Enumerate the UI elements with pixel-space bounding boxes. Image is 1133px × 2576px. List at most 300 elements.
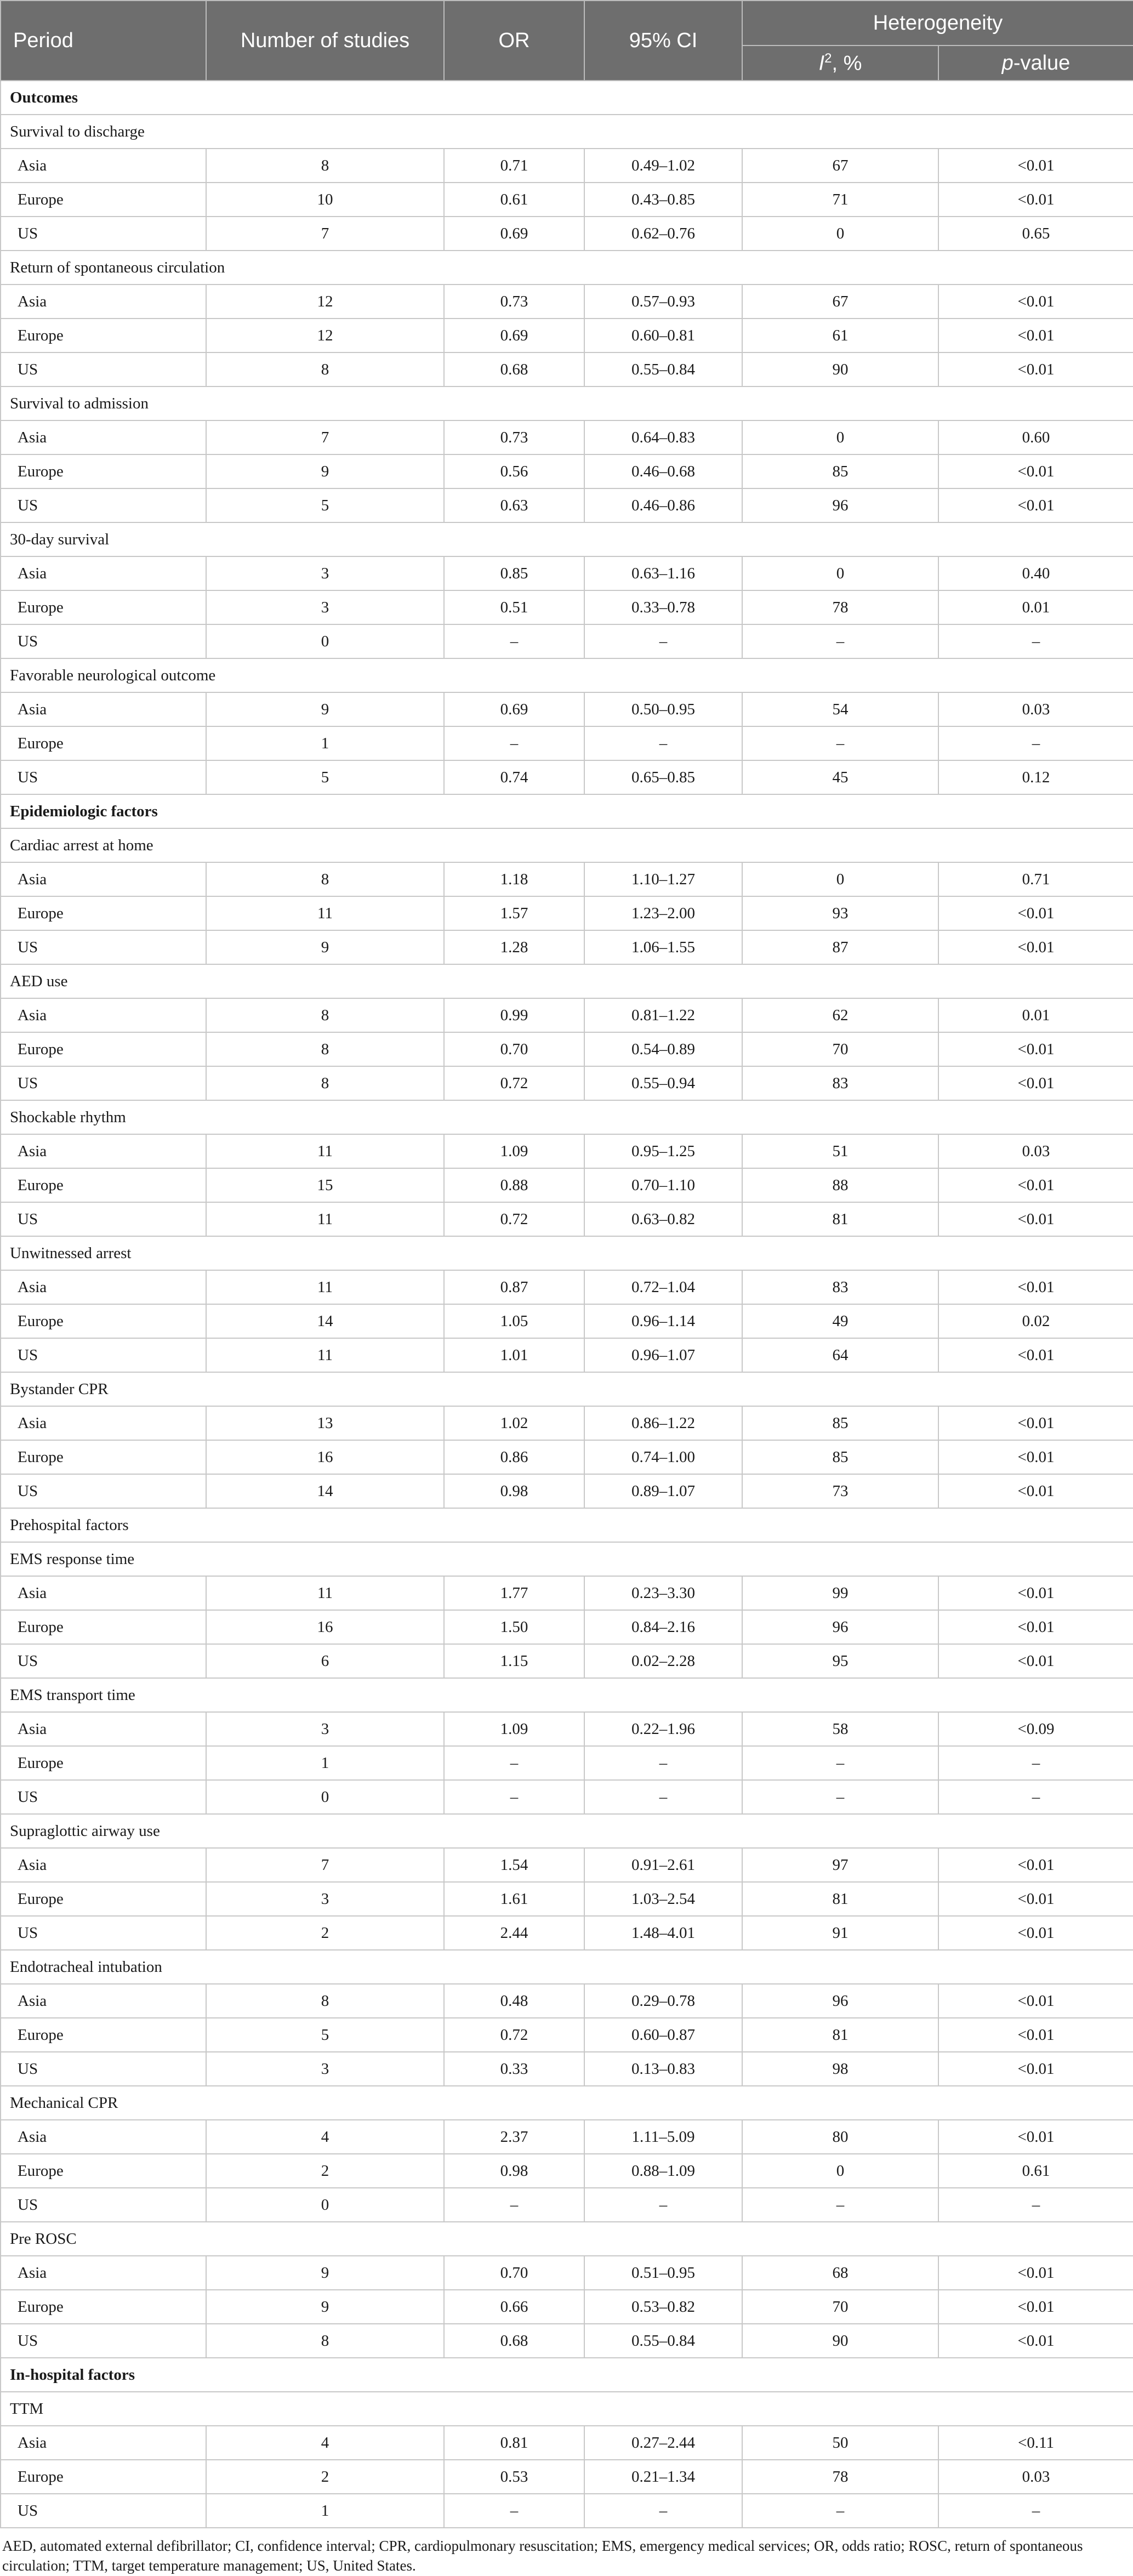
cell-ci: 0.23–3.30 (584, 1576, 742, 1610)
cell-studies: 11 (206, 1270, 444, 1304)
cell-i2: 96 (742, 488, 938, 522)
cell-i2: – (742, 2188, 938, 2222)
table-row (1, 319, 1133, 352)
cell-p-value: <0.01 (938, 1916, 1133, 1950)
cell-or: 0.86 (444, 1440, 584, 1474)
cell-or: – (444, 2188, 584, 2222)
subheading-row (1, 1814, 1133, 1848)
header-i2-sup: 2 (824, 50, 832, 66)
cell-ci: 0.60–0.87 (584, 2018, 742, 2052)
cell-studies: 9 (206, 454, 444, 488)
table-row (1, 1848, 1133, 1882)
cell-or: 1.50 (444, 1610, 584, 1644)
subheading: Mechanical CPR (1, 2086, 1133, 2120)
cell-ci: 0.96–1.07 (584, 1338, 742, 1372)
cell-i2: 73 (742, 1474, 938, 1508)
table-row (1, 2188, 1133, 2222)
cell-studies: 7 (206, 1848, 444, 1882)
cell-i2: – (742, 726, 938, 760)
cell-p-value: 0.65 (938, 217, 1133, 251)
cell-or: 1.28 (444, 930, 584, 964)
table-row (1, 217, 1133, 251)
cell-region: Europe (1, 1440, 206, 1474)
cell-region: Europe (1, 896, 206, 930)
cell-region: Asia (1, 2256, 206, 2290)
cell-region: Asia (1, 1270, 206, 1304)
cell-region: Europe (1, 1032, 206, 1066)
cell-studies: 12 (206, 319, 444, 352)
cell-ci: 0.54–0.89 (584, 1032, 742, 1066)
table-row (1, 285, 1133, 319)
cell-or: 1.02 (444, 1406, 584, 1440)
cell-studies: 5 (206, 488, 444, 522)
subheading-row (1, 1100, 1133, 1134)
table-row (1, 1916, 1133, 1950)
table-row (1, 1882, 1133, 1916)
cell-p-value: 0.61 (938, 2154, 1133, 2188)
cell-i2: – (742, 2494, 938, 2528)
cell-p-value: <0.01 (938, 1610, 1133, 1644)
cell-ci: 0.27–2.44 (584, 2426, 742, 2460)
cell-ci: 0.81–1.22 (584, 998, 742, 1032)
table-body (1, 81, 1133, 2528)
cell-or: 2.37 (444, 2120, 584, 2154)
cell-or: 1.18 (444, 862, 584, 896)
cell-studies: 5 (206, 2018, 444, 2052)
cell-or: 0.72 (444, 2018, 584, 2052)
table-row (1, 352, 1133, 386)
cell-or: 0.71 (444, 149, 584, 183)
header-p-italic: p (1001, 51, 1014, 75)
cell-ci: 0.29–0.78 (584, 1984, 742, 2018)
table-row (1, 1134, 1133, 1168)
subheading: Shockable rhythm (1, 1100, 1133, 1134)
header-i2 (742, 46, 938, 81)
header-heterogeneity: Heterogeneity (742, 1, 1133, 46)
cell-ci: 0.96–1.14 (584, 1304, 742, 1338)
cell-studies: 2 (206, 2154, 444, 2188)
cell-i2: 50 (742, 2426, 938, 2460)
cell-or: 0.88 (444, 1168, 584, 1202)
cell-or: 2.44 (444, 1916, 584, 1950)
section-heading: Epidemiologic factors (1, 794, 1133, 828)
cell-or: 0.69 (444, 692, 584, 726)
cell-studies: 2 (206, 2460, 444, 2494)
cell-studies: 2 (206, 1916, 444, 1950)
table-row (1, 1406, 1133, 1440)
cell-ci: – (584, 726, 742, 760)
cell-i2: 96 (742, 1984, 938, 2018)
cell-ci: 0.55–0.84 (584, 352, 742, 386)
header-period: Period (1, 1, 206, 81)
cell-region: Asia (1, 1984, 206, 2018)
table-row (1, 590, 1133, 624)
cell-p-value: <0.01 (938, 2290, 1133, 2324)
cell-region: Asia (1, 1576, 206, 1610)
cell-ci: 0.02–2.28 (584, 1644, 742, 1678)
cell-region: Europe (1, 2154, 206, 2188)
cell-studies: 9 (206, 692, 444, 726)
cell-ci: 0.50–0.95 (584, 692, 742, 726)
cell-i2: 51 (742, 1134, 938, 1168)
cell-i2: 49 (742, 1304, 938, 1338)
cell-p-value: <0.01 (938, 454, 1133, 488)
subheading: Survival to admission (1, 386, 1133, 420)
cell-or: 0.74 (444, 760, 584, 794)
cell-region: Europe (1, 454, 206, 488)
table-row (1, 998, 1133, 1032)
cell-p-value: <0.01 (938, 2256, 1133, 2290)
cell-p-value: <0.01 (938, 319, 1133, 352)
cell-ci: 0.62–0.76 (584, 217, 742, 251)
table-row (1, 1338, 1133, 1372)
cell-or: 0.98 (444, 2154, 584, 2188)
cell-ci: 1.11–5.09 (584, 2120, 742, 2154)
cell-studies: 13 (206, 1406, 444, 1440)
cell-ci: 0.86–1.22 (584, 1406, 742, 1440)
table-row (1, 183, 1133, 217)
cell-region: Asia (1, 2120, 206, 2154)
cell-i2: 96 (742, 1610, 938, 1644)
cell-ci: 0.64–0.83 (584, 420, 742, 454)
cell-studies: 9 (206, 930, 444, 964)
cell-or: 0.51 (444, 590, 584, 624)
cell-ci: 1.03–2.54 (584, 1882, 742, 1916)
cell-or: – (444, 2494, 584, 2528)
cell-studies: 8 (206, 149, 444, 183)
cell-or: 0.73 (444, 420, 584, 454)
cell-i2: 91 (742, 1916, 938, 1950)
cell-or: 0.69 (444, 319, 584, 352)
cell-ci: 0.65–0.85 (584, 760, 742, 794)
cell-p-value: <0.01 (938, 2120, 1133, 2154)
table-row (1, 1304, 1133, 1338)
cell-or: 1.77 (444, 1576, 584, 1610)
table-row (1, 692, 1133, 726)
cell-ci: 0.49–1.02 (584, 149, 742, 183)
cell-region: Asia (1, 1848, 206, 1882)
cell-p-value: – (938, 624, 1133, 658)
cell-or: 0.85 (444, 556, 584, 590)
cell-region: Asia (1, 1134, 206, 1168)
subheading: Endotracheal intubation (1, 1950, 1133, 1984)
cell-i2: 45 (742, 760, 938, 794)
cell-studies: 8 (206, 1032, 444, 1066)
cell-or: – (444, 624, 584, 658)
cell-or: – (444, 1746, 584, 1780)
cell-or: 1.05 (444, 1304, 584, 1338)
section-heading-row (1, 794, 1133, 828)
cell-i2: 0 (742, 862, 938, 896)
cell-or: 0.66 (444, 2290, 584, 2324)
cell-or: 0.61 (444, 183, 584, 217)
cell-i2: 70 (742, 1032, 938, 1066)
subheading-row (1, 1508, 1133, 1542)
cell-p-value: 0.01 (938, 998, 1133, 1032)
cell-studies: 11 (206, 896, 444, 930)
cell-p-value: <0.11 (938, 2426, 1133, 2460)
table-row (1, 420, 1133, 454)
cell-i2: 90 (742, 352, 938, 386)
cell-region: Asia (1, 149, 206, 183)
cell-region: US (1, 1644, 206, 1678)
table-header (1, 1, 1133, 81)
cell-studies: 8 (206, 862, 444, 896)
subheading: Pre ROSC (1, 2222, 1133, 2256)
cell-i2: 99 (742, 1576, 938, 1610)
subheading-row (1, 2392, 1133, 2426)
cell-p-value: 0.02 (938, 1304, 1133, 1338)
cell-i2: 54 (742, 692, 938, 726)
subheading: Cardiac arrest at home (1, 828, 1133, 862)
cell-studies: 3 (206, 590, 444, 624)
cell-or: 0.70 (444, 2256, 584, 2290)
table-row (1, 2460, 1133, 2494)
cell-p-value: <0.01 (938, 149, 1133, 183)
cell-or: – (444, 1780, 584, 1814)
cell-p-value: – (938, 2188, 1133, 2222)
cell-i2: 58 (742, 1712, 938, 1746)
cell-p-value: <0.01 (938, 352, 1133, 386)
cell-studies: 7 (206, 420, 444, 454)
subheading-row (1, 2222, 1133, 2256)
header-ci: 95% CI (584, 1, 742, 81)
subheading-row (1, 964, 1133, 998)
cell-p-value: <0.01 (938, 2324, 1133, 2358)
subheading: EMS response time (1, 1542, 1133, 1576)
subheading-row (1, 1950, 1133, 1984)
cell-region: US (1, 1338, 206, 1372)
header-i2-rest: , % (832, 52, 862, 75)
cell-i2: 62 (742, 998, 938, 1032)
cell-region: Europe (1, 2290, 206, 2324)
cell-ci: 0.60–0.81 (584, 319, 742, 352)
cell-i2: 85 (742, 454, 938, 488)
cell-ci: 0.46–0.86 (584, 488, 742, 522)
cell-studies: 8 (206, 1984, 444, 2018)
cell-i2: 80 (742, 2120, 938, 2154)
cell-p-value: 0.12 (938, 760, 1133, 794)
cell-studies: 10 (206, 183, 444, 217)
cell-i2: 83 (742, 1270, 938, 1304)
cell-or: 0.72 (444, 1202, 584, 1236)
cell-i2: 0 (742, 420, 938, 454)
cell-p-value: <0.01 (938, 1848, 1133, 1882)
header-i2-letter: I (818, 52, 825, 75)
subheading-row (1, 828, 1133, 862)
cell-i2: 81 (742, 2018, 938, 2052)
cell-i2: 0 (742, 2154, 938, 2188)
table-row (1, 1576, 1133, 1610)
cell-ci: – (584, 2188, 742, 2222)
cell-studies: 11 (206, 1134, 444, 1168)
table-row (1, 2120, 1133, 2154)
cell-ci: 0.74–1.00 (584, 1440, 742, 1474)
subheading-row (1, 1236, 1133, 1270)
cell-ci: 0.95–1.25 (584, 1134, 742, 1168)
subheading: Survival to discharge (1, 115, 1133, 149)
cell-studies: 8 (206, 2324, 444, 2358)
table-row (1, 1202, 1133, 1236)
cell-p-value: <0.01 (938, 896, 1133, 930)
subheading-row (1, 1542, 1133, 1576)
cell-i2: 67 (742, 149, 938, 183)
cell-region: Europe (1, 1882, 206, 1916)
cell-studies: 1 (206, 1746, 444, 1780)
cell-p-value: <0.01 (938, 1474, 1133, 1508)
cell-or: 1.09 (444, 1134, 584, 1168)
cell-p-value: 0.03 (938, 2460, 1133, 2494)
cell-p-value: <0.01 (938, 930, 1133, 964)
section-heading: Outcomes (1, 81, 1133, 115)
cell-region: Europe (1, 590, 206, 624)
subheading: Prehospital factors (1, 1508, 1133, 1542)
cell-p-value: <0.01 (938, 1882, 1133, 1916)
cell-or: 0.68 (444, 352, 584, 386)
cell-region: US (1, 1202, 206, 1236)
cell-i2: 81 (742, 1202, 938, 1236)
cell-p-value: <0.01 (938, 1644, 1133, 1678)
subheading-row (1, 522, 1133, 556)
cell-p-value: <0.01 (938, 1576, 1133, 1610)
cell-p-value: <0.01 (938, 1202, 1133, 1236)
table-row (1, 2324, 1133, 2358)
cell-p-value: 0.01 (938, 590, 1133, 624)
cell-or: 1.01 (444, 1338, 584, 1372)
cell-or: 0.56 (444, 454, 584, 488)
cell-studies: 3 (206, 556, 444, 590)
cell-region: Europe (1, 183, 206, 217)
cell-studies: 1 (206, 726, 444, 760)
subheading-row (1, 115, 1133, 149)
table-row (1, 1168, 1133, 1202)
cell-ci: 0.91–2.61 (584, 1848, 742, 1882)
cell-ci: 0.46–0.68 (584, 454, 742, 488)
table-row (1, 624, 1133, 658)
cell-ci: 0.22–1.96 (584, 1712, 742, 1746)
cell-region: Asia (1, 692, 206, 726)
cell-region: US (1, 2324, 206, 2358)
cell-i2: 93 (742, 896, 938, 930)
table-row (1, 1610, 1133, 1644)
cell-studies: 8 (206, 1066, 444, 1100)
subheading-row (1, 658, 1133, 692)
subheading-row (1, 251, 1133, 285)
cell-i2: 0 (742, 556, 938, 590)
cell-i2: 61 (742, 319, 938, 352)
table-row (1, 862, 1133, 896)
table-row (1, 1984, 1133, 2018)
cell-p-value: <0.09 (938, 1712, 1133, 1746)
cell-region: US (1, 488, 206, 522)
cell-i2: 95 (742, 1644, 938, 1678)
cell-region: Asia (1, 1712, 206, 1746)
cell-region: Europe (1, 1610, 206, 1644)
table-row (1, 454, 1133, 488)
cell-region: Europe (1, 2018, 206, 2052)
cell-region: Asia (1, 862, 206, 896)
cell-region: US (1, 760, 206, 794)
section-heading-row (1, 2358, 1133, 2392)
cell-p-value: <0.01 (938, 1440, 1133, 1474)
cell-or: 1.15 (444, 1644, 584, 1678)
cell-studies: 3 (206, 1882, 444, 1916)
cell-region: Asia (1, 556, 206, 590)
table-row (1, 930, 1133, 964)
subheading-row (1, 1372, 1133, 1406)
cell-ci: 0.43–0.85 (584, 183, 742, 217)
table-row (1, 2154, 1133, 2188)
cell-or: 0.72 (444, 1066, 584, 1100)
table-row (1, 1644, 1133, 1678)
cell-ci: 1.48–4.01 (584, 1916, 742, 1950)
cell-studies: 9 (206, 2290, 444, 2324)
cell-region: US (1, 1474, 206, 1508)
table-row (1, 2426, 1133, 2460)
cell-i2: 67 (742, 285, 938, 319)
cell-ci: – (584, 2494, 742, 2528)
cell-i2: 68 (742, 2256, 938, 2290)
cell-i2: – (742, 624, 938, 658)
cell-p-value: – (938, 1780, 1133, 1814)
table-row (1, 1440, 1133, 1474)
cell-i2: 85 (742, 1406, 938, 1440)
cell-or: 0.81 (444, 2426, 584, 2460)
cell-studies: 0 (206, 1780, 444, 1814)
cell-studies: 1 (206, 2494, 444, 2528)
cell-ci: 1.10–1.27 (584, 862, 742, 896)
cell-p-value: – (938, 2494, 1133, 2528)
subheading-row (1, 1678, 1133, 1712)
table-row (1, 1780, 1133, 1814)
cell-studies: 11 (206, 1576, 444, 1610)
cell-region: Europe (1, 1304, 206, 1338)
cell-p-value: 0.40 (938, 556, 1133, 590)
cell-region: Asia (1, 420, 206, 454)
cell-ci: 0.84–2.16 (584, 1610, 742, 1644)
cell-region: US (1, 352, 206, 386)
cell-p-value: <0.01 (938, 285, 1133, 319)
header-p-rest: -value (1013, 51, 1071, 75)
table-row (1, 726, 1133, 760)
cell-i2: 78 (742, 590, 938, 624)
cell-studies: 9 (206, 2256, 444, 2290)
cell-studies: 15 (206, 1168, 444, 1202)
cell-studies: 3 (206, 2052, 444, 2086)
cell-i2: 71 (742, 183, 938, 217)
cell-p-value: 0.03 (938, 692, 1133, 726)
cell-p-value: – (938, 726, 1133, 760)
cell-i2: 97 (742, 1848, 938, 1882)
cell-i2: 70 (742, 2290, 938, 2324)
cell-i2: 64 (742, 1338, 938, 1372)
cell-or: 1.09 (444, 1712, 584, 1746)
cell-ci: 0.72–1.04 (584, 1270, 742, 1304)
table-row (1, 149, 1133, 183)
cell-p-value: 0.03 (938, 1134, 1133, 1168)
cell-or: 0.48 (444, 1984, 584, 2018)
cell-studies: 14 (206, 1304, 444, 1338)
cell-ci: 0.89–1.07 (584, 1474, 742, 1508)
cell-studies: 8 (206, 998, 444, 1032)
cell-region: US (1, 1066, 206, 1100)
cell-ci: 0.55–0.94 (584, 1066, 742, 1100)
cell-p-value: 0.60 (938, 420, 1133, 454)
subheading: Favorable neurological outcome (1, 658, 1133, 692)
table-row (1, 2052, 1133, 2086)
cell-p-value: <0.01 (938, 1984, 1133, 2018)
cell-ci: – (584, 624, 742, 658)
